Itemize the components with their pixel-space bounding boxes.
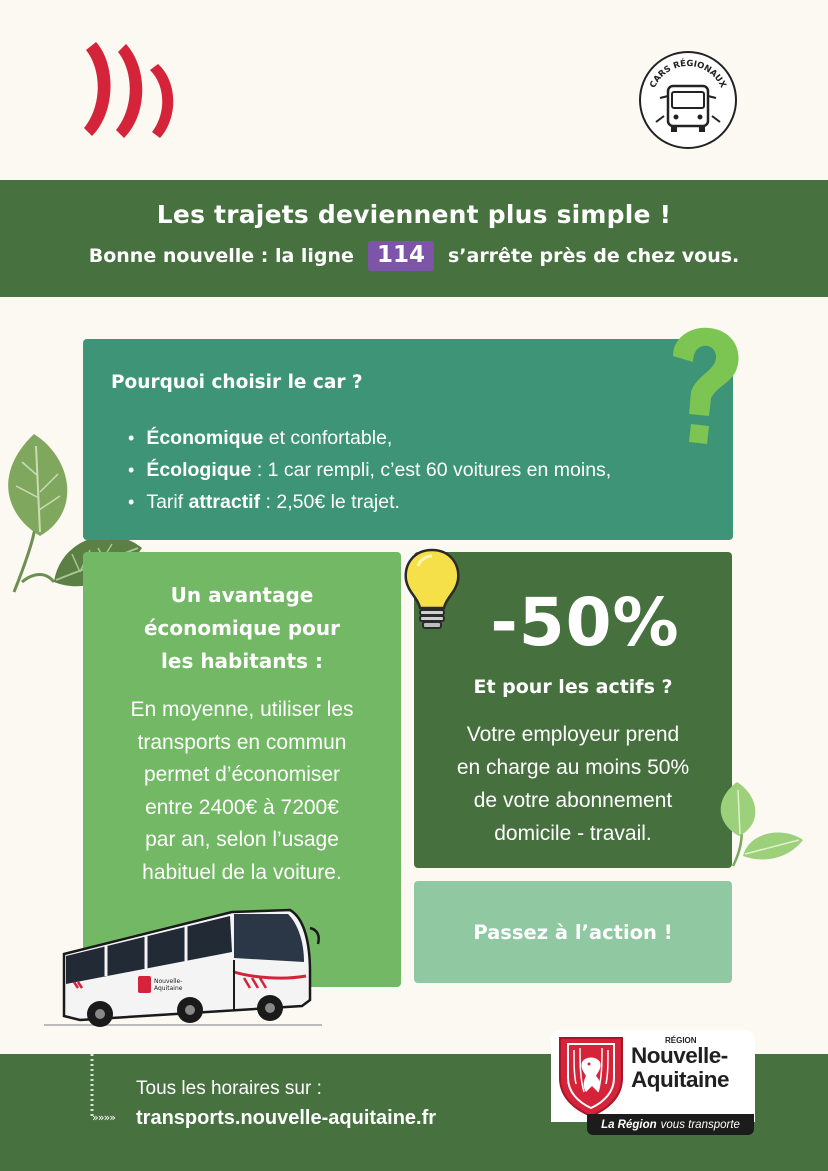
subtitle-before: Bonne nouvelle : la ligne <box>88 245 354 267</box>
subtitle-after: s’arrête près de chez vous. <box>447 245 740 267</box>
discount-percent: -50% <box>490 584 680 661</box>
headline-title: Les trajets deviennent plus simple ! <box>156 200 672 229</box>
schedules-label: Tous les horaires sur : <box>136 1078 322 1099</box>
question-mark-icon <box>665 326 745 446</box>
benefits-list <box>128 422 611 518</box>
schedules-url[interactable]: transports.nouvelle-aquitaine.fr <box>136 1107 437 1129</box>
bus-illustration <box>44 892 334 1032</box>
why-title: Pourquoi choisir le car ? <box>111 372 363 393</box>
workers-title: Et pour les actifs ? <box>473 676 673 698</box>
region-tagline: La Région vous transporte <box>587 1114 754 1135</box>
call-to-action-card <box>414 881 732 983</box>
lion-shield-icon <box>556 1034 626 1118</box>
headline-banner <box>0 180 828 297</box>
workers-body: Votre employeur prend en charge au moins 50% de votre abonnement domicile - travail. <box>456 723 690 845</box>
dotted-line-decoration <box>88 1054 96 1118</box>
benefit-item: • Tarif attractif : 2,50€ le trajet. <box>128 486 611 518</box>
region-name: Nouvelle- Aquitaine <box>631 1043 730 1092</box>
cars-regionaux-badge <box>638 50 738 150</box>
economic-body: En moyenne, utiliser les transports en commun permet d’économiser entre 2400€ à 7200€ par an, selon l’usage habituel de la voiture. <box>130 698 354 884</box>
arrow-decoration: »»»» <box>92 1111 115 1124</box>
benefit-item: • Écologique : 1 car rempli, c’est 60 voitures en moins, <box>128 454 611 486</box>
region-small-label: RÉGION <box>665 1036 697 1045</box>
why-choose-bus-card <box>83 339 733 540</box>
benefit-item: • Économique et confortable, <box>128 422 611 454</box>
leaf-icon <box>713 780 808 870</box>
region-nouvelle-aquitaine-logo <box>551 1030 755 1136</box>
badge-text: CARS RÉGIONAUX <box>648 58 728 90</box>
lightbulb-icon <box>402 548 462 634</box>
line-number-badge: 114 <box>368 241 434 271</box>
economic-title: Un avantage économique pour les habitants : <box>143 583 341 673</box>
transport-logo-waves <box>82 38 192 144</box>
bus-livery-name: Aquitaine <box>154 985 183 992</box>
bus-livery-name: Nouvelle- <box>154 978 183 985</box>
headline-subtitle <box>0 241 828 271</box>
region-logo-card <box>551 1030 755 1122</box>
call-to-action-label: Passez à l’action ! <box>473 920 673 944</box>
